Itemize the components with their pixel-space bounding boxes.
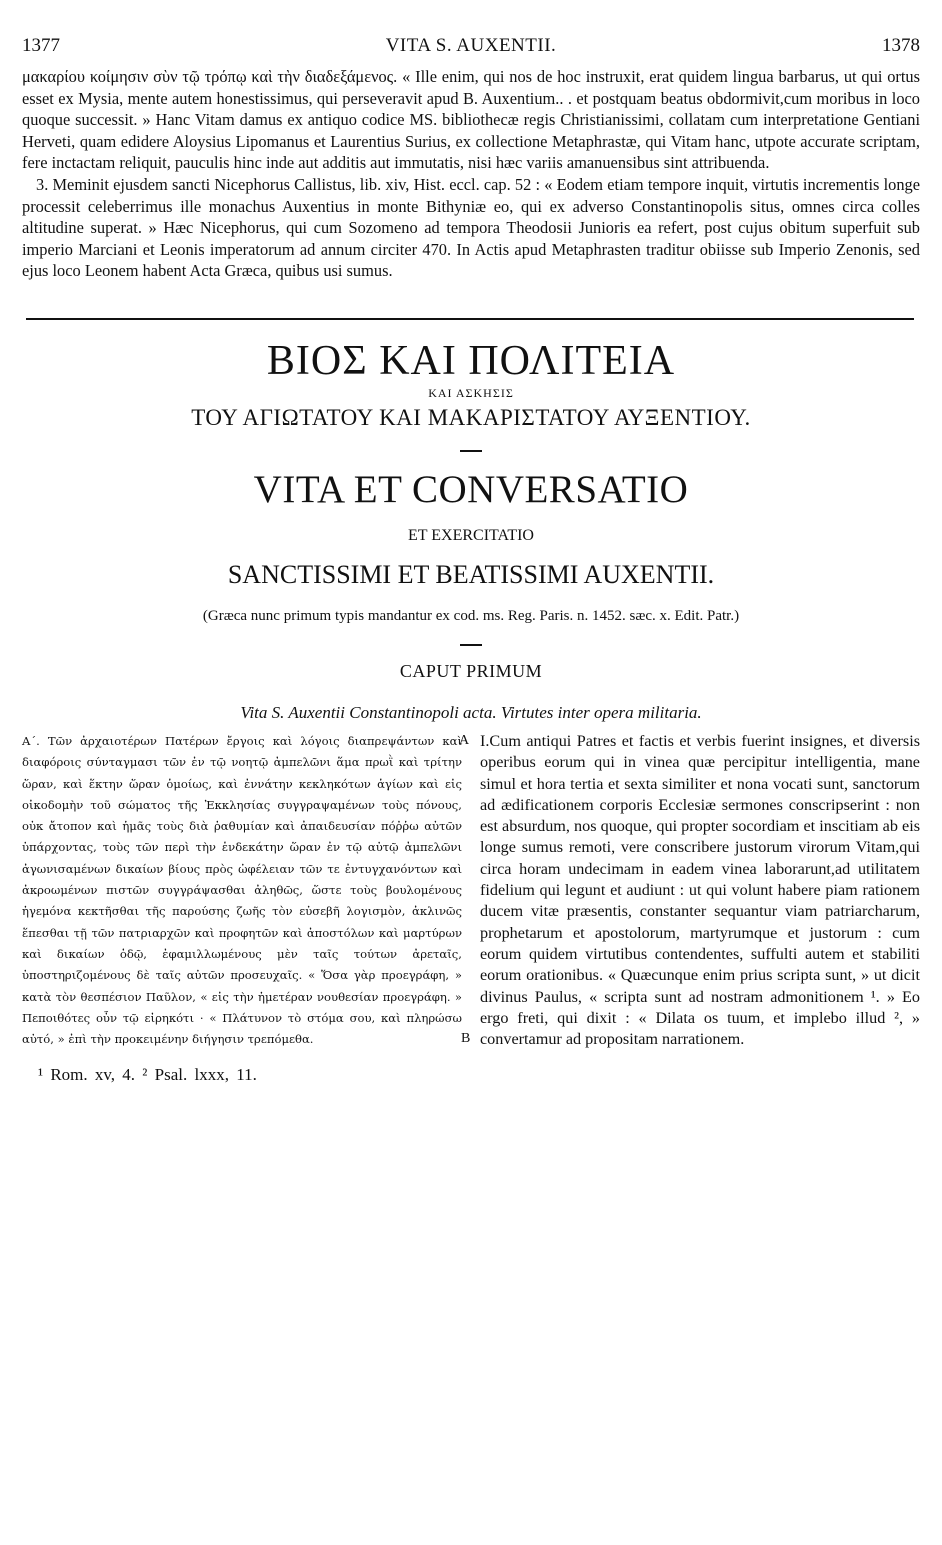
chapter-summary: Vita S. Auxentii Constantinopoli acta. Virtutes inter opera militaria. <box>240 702 702 722</box>
left-column-number: 1377 <box>22 35 60 56</box>
section-divider <box>26 318 914 320</box>
page <box>22 34 920 1086</box>
running-title: VITA S. AUXENTII. <box>385 35 557 56</box>
intro-paragraph-2: 3. Meminit ejusdem sancti Nicephorus Callistus, lib. xiv, Hist. eccl. cap. 52 : « Eodem etiam tempore inquit, virtutis incrementis longe processit celeberrimus ille monachus Auxentius in monte Bithyniæ eo, qui ex adverso Constantinopolis situs, omnes circa colles altitudine superat. » Hæc Nicephorus, qui cum Sozomeno ad tempora Theodosii Junioris ea refert, post cujus obitum superfuit sub imperio Marciani et Leonis imperatorum ad annum circiter 470. In Actis apud Metaphrasten traditur obiisse sub Imperio Zenonis, sed ejus loco Leonem habent Acta Græca, quibus usi sumus. <box>22 174 920 281</box>
title-block <box>22 338 920 723</box>
intro-paragraph-1: μακαρίου κοίμησιν σὺν τῷ τρόπῳ καὶ τὴν διαδεξάμενος. « Ille enim, qui nos de hoc instruxit, erat quidem lingua barbarus, ut qui ortus esset ex Mysia, mente autem honestissimus, qui perseveravit apud B. Auxentium.. . et postquam beatus obdormivit,cum moribus in loco quoque successit. » Hanc Vitam damus ex antiquo codice MS. bibliothecæ regis Christianissimi, collatam cum interpretatione Gentiani Herveti, quam edidere Aloysius Lipomanus et Laurentius Surius, ex collectione Metaphrastæ, qui Vitam hanc, utpote accurate scriptam, fere inctactam reliquit, pauculis hinc inde aut additis aut immutatis, nisi hæc variis amanuensibus sint attribuenda. <box>22 67 920 173</box>
latin-subtitle-small: ET EXERCITATIO <box>408 526 534 544</box>
ornament-dash <box>460 450 482 452</box>
right-column-number: 1378 <box>881 35 920 56</box>
parallel-text <box>22 731 920 1050</box>
greek-text: Α΄. Τῶν ἀρχαιοτέρων Πατέρων ἔργοις καὶ λόγοις διαπρεψάντων καὶ διαφόροις σύνταγμασι τῶν ἐν τῷ νοητῷ ἀμπελῶνι ἅμα πρωῒ καὶ τρίτην ὥραν, καὶ ἕκτην ὥραν ὁμοίως, καὶ ἐννάτην κεκληκότων ἁγίων καὶ εἰς οἰκοδομὴν τοῦ σώματος τῆς Ἐκκλησίας συγγραψαμένων τοὺς πόνους, οὐκ ἄτοπον καὶ ἡμᾶς τοὺς διὰ ῥαθυμίαν καὶ ἀπαιδευσίαν πόῤῥω αὐτῶν ὑπάρχοντας, τοὺς τῶν περὶ τὴν ἑνδεκάτην ὥραν ἐν τῷ αὐτῷ ἀμπελῶνι ἀγωνισαμένων δικαίων βίους πρὸς ὠφέλειαν τῶν τε ἐντυγχανόντων καὶ ἀκροωμένων πιστῶν συγγράψασθαι ἀληθῶς, ὥστε τοὺς βουλομένους ἡγεμόνα κεκτῆσθαι τῆς παρούσης ζωῆς τὸν εὐσεβῆ λογισμὸν, ἀκλινῶς ἕπεσθαι τῇ τῶν πατριαρχῶν καὶ προφητῶν καὶ ἀποστόλων καὶ μαρτύρων καὶ δικαίων ὁδῷ, ἐφαμιλλωμένους μὲν ταῖς τούτων ἀρεταῖς, ὑποστηριζομένους δὲ ταῖς αὐτῶν προσευχαῖς. « Ὅσα γὰρ προεγράφη, » κατὰ τὸν θεσπέσιον Παῦλον, « εἰς τὴν ἡμετέραν νουθεσίαν προεγράφη. » Πεποιθότες οὖν τῷ εἰρηκότι · « Πλάτυνον τὸ στόμα σου, καὶ πληρώσω αὐτό, » ἐπὶ τὴν προκειμένην διήγησιν τρεπόμεθα. <box>22 733 462 1047</box>
latin-title: VITA ET CONVERSATIO <box>253 467 689 511</box>
latin-column <box>480 731 920 1050</box>
greek-subtitle-small: ΚΑΙ ΑΣΚΗΣΙΣ <box>428 385 514 400</box>
greek-column <box>22 731 462 1050</box>
ornament-dash <box>460 644 482 646</box>
source-note: (Græca nunc primum typis mandantur ex cod. ms. Reg. Paris. n. 1452. sæc. x. Edit. Patr.) <box>202 607 740 624</box>
latin-text: I.Cum antiqui Patres et factis et verbis fuerint insignes, et diversis operibus eorum qui in vinea quæ percipitur intelligentia, mane simul et hora tertia et sexta similiter et nona vocati sunt, sanctorum ad ædificationem corporis Ecclesiæ sermones conscripserint : non est absurdum, nos quoque, qui propter socordiam et inscitiam ab eis longe sumus remoti, vere conscribere justorum virorum Vitam,qui circa horam undecimam in eadem vinea laborarunt,ad utilitatem fidelium qui legunt et audiunt : ut qui volunt habere piam rationem ducem vitæ præsentis, constanter sequantur viam patriarcharum, prophetarum et apostolorum, martyrumque et justorum : cum eorum quidem virtutibus contendentes, suffulti autem et stabiliti eorum orationibus. « Quæcunque enim prius scripta sunt, » ut dicit divinus Paulus, « scripta sunt ad nostram admonitionem ¹. » Eo ergo freti, qui dixit : « Dilata os tuum, et implebo illud ², » convertamur ad propositam narrationem. <box>480 731 920 1049</box>
greek-title: ΒΙΟΣ ΚΑΙ ΠΟΛΙΤΕΙΑ <box>266 337 676 384</box>
greek-subtitle: ΤΟΥ ΑΓΙΩΤΑΤΟΥ ΚΑΙ ΜΑΚΑΡΙΣΤΑΤΟΥ ΑΥΞΕΝΤΙΟΥ. <box>191 404 751 430</box>
latin-subtitle: SANCTISSIMI ET BEATISSIMI AUXENTII. <box>227 559 715 589</box>
chapter-heading: CAPUT PRIMUM <box>399 660 543 681</box>
running-head <box>22 34 920 58</box>
introduction <box>22 66 920 282</box>
footnotes: ¹ Rom. xv, 4. ² Psal. lxxx, 11. <box>38 1065 257 1085</box>
margin-marker-a: A <box>459 732 470 748</box>
margin-marker-b: B <box>461 1030 471 1046</box>
